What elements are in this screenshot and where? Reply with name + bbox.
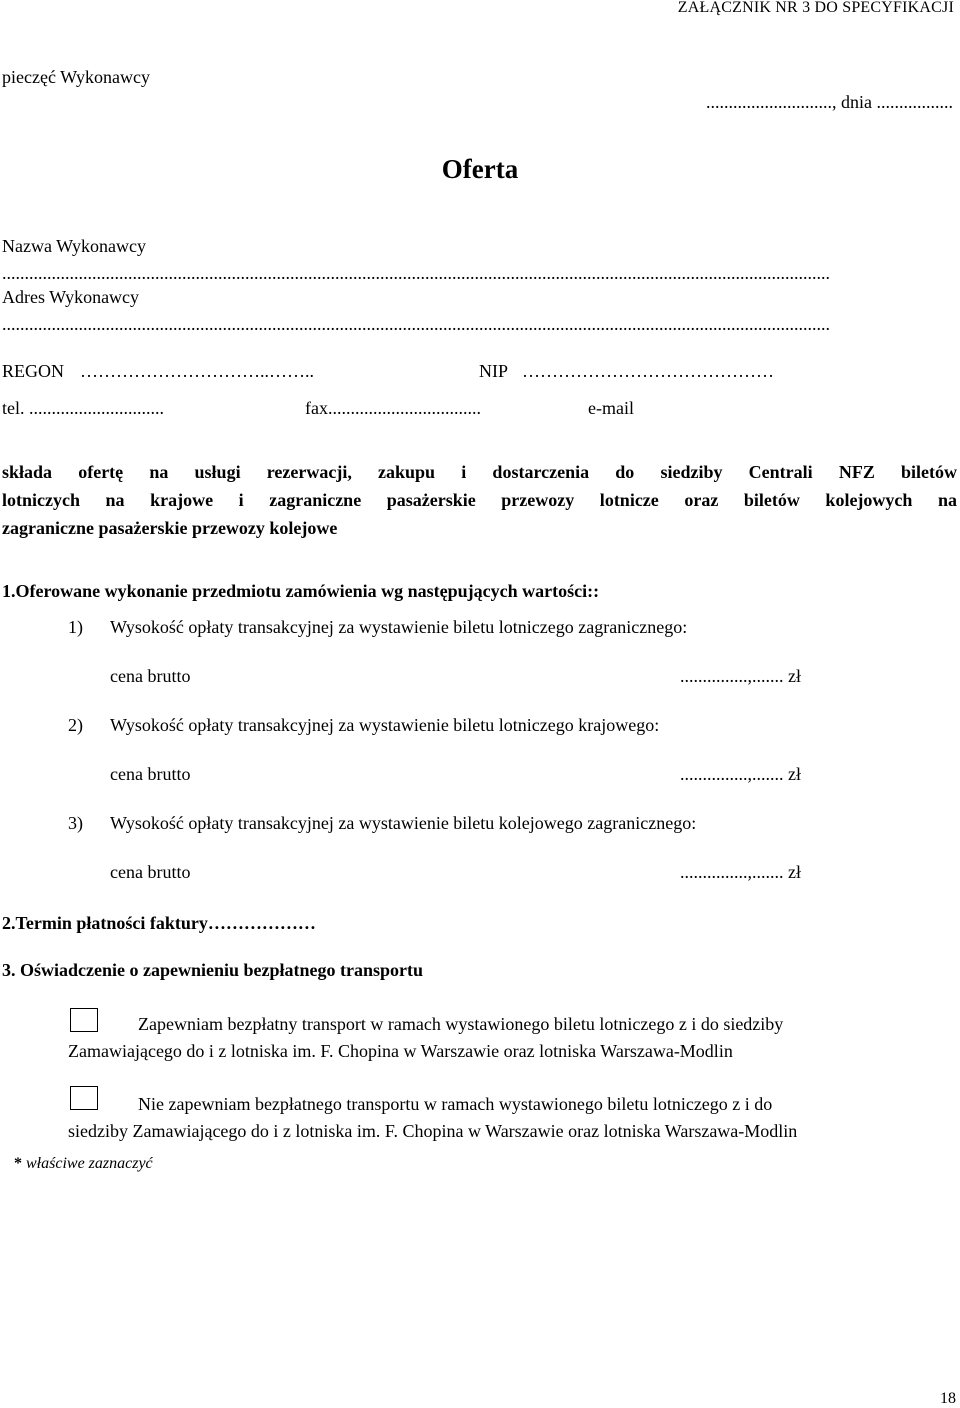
item-2-price-label: cena brutto xyxy=(110,764,191,784)
item-3-number: 3) xyxy=(68,813,83,833)
intro-line-3: zagraniczne pasażerskie przewozy kolejowe xyxy=(2,518,338,538)
item-1-text: Wysokość opłaty transakcyjnej za wystawienie biletu lotniczego zagranicznego: xyxy=(110,617,688,637)
section-2-heading: 2.Termin płatności faktury……………… xyxy=(2,913,316,933)
intro-line-1: składa ofertę na usługi rezerwacji, zakupu i dostarczenia do siedziby Centrali NFZ biletów xyxy=(2,462,957,482)
contractor-address-label: Adres Wykonawcy xyxy=(2,287,140,307)
regon-field[interactable]: …………………………..…….. xyxy=(80,361,314,381)
regon-label: REGON xyxy=(2,361,64,381)
contractor-name-label: Nazwa Wykonawcy xyxy=(2,236,147,256)
item-2-text: Wysokość opłaty transakcyjnej za wystawienie biletu lotniczego krajowego: xyxy=(110,715,660,735)
contractor-name-field[interactable]: ........................................................................................................................................................................................ xyxy=(2,263,830,283)
contractor-address-field[interactable]: ........................................................................................................................................................................................ xyxy=(2,314,830,334)
intro-line-2: lotniczych na krajowe i zagraniczne pasażerskie przewozy lotnicze oraz biletów kolejowych na xyxy=(2,490,957,510)
page-number: 18 xyxy=(940,1390,956,1407)
item-2-price-field[interactable]: ...............,....... zł xyxy=(680,764,801,784)
item-1-number: 1) xyxy=(68,617,83,637)
footnote xyxy=(14,1154,153,1174)
nip-label: NIP xyxy=(479,361,509,381)
option-2-line-1: Nie zapewniam bezpłatnego transportu w ramach wystawionego biletu lotniczego z i do xyxy=(138,1094,773,1114)
transport-not-provided-checkbox[interactable] xyxy=(70,1086,98,1110)
tel-field[interactable]: tel. .............................. xyxy=(2,398,164,418)
email-label: e-mail xyxy=(588,398,634,418)
attachment-header: ZAŁĄCZNIK NR 3 DO SPECYFIKACJI xyxy=(677,0,954,16)
page-title: Oferta xyxy=(441,154,519,184)
option-1-line-1: Zapewniam bezpłatny transport w ramach wystawionego biletu lotniczego z i do siedziby xyxy=(138,1014,784,1034)
option-2-line-2: siedziby Zamawiającego do i z lotniska im. F. Chopina w Warszawie oraz lotniska Warszawa-Modlin xyxy=(68,1121,798,1141)
footnote-text: właściwe zaznaczyć xyxy=(26,1155,153,1172)
item-3-price-label: cena brutto xyxy=(110,862,191,882)
item-3-price-field[interactable]: ...............,....... zł xyxy=(680,862,801,882)
option-1-line-2: Zamawiającego do i z lotniska im. F. Chopina w Warszawie oraz lotniska Warszawa-Modlin xyxy=(68,1041,733,1061)
item-2-number: 2) xyxy=(68,715,83,735)
item-1-price-label: cena brutto xyxy=(110,666,191,686)
transport-provided-checkbox[interactable] xyxy=(70,1008,98,1032)
date-line: ............................, dnia ................. xyxy=(706,92,953,112)
nip-field[interactable]: …………………………………… xyxy=(522,361,774,381)
footnote-star: * xyxy=(14,1155,22,1172)
item-3-text: Wysokość opłaty transakcyjnej za wystawienie biletu kolejowego zagranicznego: xyxy=(110,813,697,833)
fax-field[interactable]: fax.................................. xyxy=(305,398,481,418)
section-1-heading: 1.Oferowane wykonanie przedmiotu zamówienia wg następujących wartości:: xyxy=(2,581,600,601)
stamp-label: pieczęć Wykonawcy xyxy=(2,67,151,87)
section-3-heading: 3. Oświadczenie o zapewnieniu bezpłatnego transportu xyxy=(2,960,423,980)
item-1-price-field[interactable]: ...............,....... zł xyxy=(680,666,801,686)
